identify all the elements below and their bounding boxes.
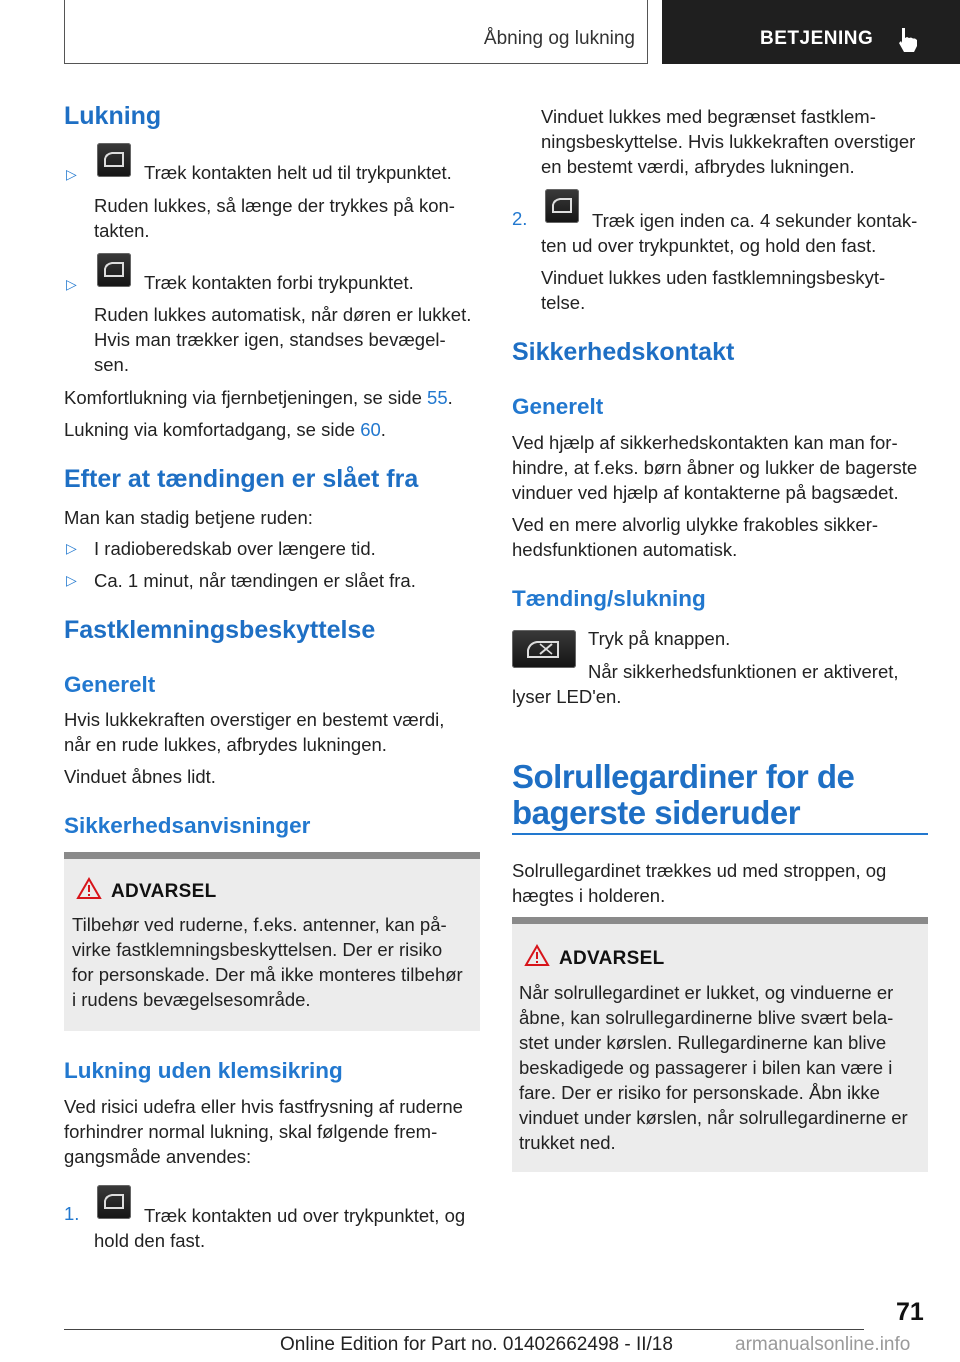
step2-result-line: Vinduet lukkes uden fastklemningsbeskyt- [541, 267, 886, 288]
uden-paragraph-line: gangsmåde anvendes: [64, 1146, 252, 1167]
subheading-lukning-uden: Lukning uden klemsikring [64, 1058, 343, 1083]
efter-intro: Man kan stadig betjene ruden: [64, 507, 313, 528]
subheading-sikkerhedsanvisninger: Sikkerhedsanvisninger [64, 813, 311, 838]
step2-line: Træk igen inden ca. 4 sekunder kontak- [592, 210, 918, 231]
komfortadgang-text: Lukning via komfortadgang, se side 60. [64, 419, 386, 440]
warning-line: vinduet under kørslen, når solrullegardinerne er [519, 1107, 908, 1128]
heading-solrullegardiner: bagerste sideruder [512, 794, 801, 831]
warning-line: for personskade. Der må ikke monteres tilbehør [72, 964, 463, 985]
window-switch-icon [545, 189, 579, 223]
watermark: armanualsonline.info [735, 1334, 911, 1355]
warning-triangle-icon [524, 944, 550, 972]
led-line: lyser LED'en. [512, 686, 622, 707]
solrulle-paragraph-line: Solrullegardinet trækkes ud med stroppen, og [512, 860, 887, 881]
solrulle-paragraph-line: hægtes i holderen. [512, 885, 666, 906]
warning-bar [64, 852, 480, 859]
komfortlukning-text: Komfortlukning via fjernbetjeningen, se side 55. [64, 387, 453, 408]
step1-line: hold den fast. [94, 1230, 206, 1251]
lukning-item2-result-line: Ruden lukkes automatisk, når døren er lukket. [94, 304, 472, 325]
bullet-triangle-icon: ▷ [66, 540, 77, 556]
warning-line: beskadigede og passagerer i bilen kan være i [519, 1057, 893, 1078]
efter-bullet: Ca. 1 minut, når tændingen er slået fra. [94, 570, 416, 591]
warning-line: virke fastklemningsbeskyttelsen. Der er risiko [72, 939, 443, 960]
pointing-hand-icon [896, 26, 920, 54]
bullet-triangle-icon: ▷ [66, 166, 77, 182]
fast-paragraph-line: Hvis lukkekraften overstiger en bestemt værdi, [64, 709, 445, 730]
warning-line: Når solrullegardinet er lukket, og vinduerne er [519, 982, 894, 1003]
child-lock-button-icon [512, 630, 576, 668]
heading-solrullegardiner: Solrullegardiner for de [512, 758, 855, 795]
subheading-generelt: Generelt [512, 394, 604, 419]
sikkerhed-paragraph-line: hindre, at f.eks. børn åbner og lukker de bagerste [512, 457, 918, 478]
step2-line: ten ud over trykpunktet, og hold den fast. [541, 235, 877, 256]
warning-bar [512, 917, 928, 924]
step1-continuation-line: en bestemt værdi, afbrydes lukningen. [541, 156, 855, 177]
heading-fastklemning: Fastklemningsbeskyttelse [64, 616, 376, 644]
heading-rule [512, 833, 928, 835]
step1-continuation-line: Vinduet lukkes med begrænset fastklem- [541, 106, 876, 127]
header-chapter-tab[interactable] [662, 0, 960, 64]
heading-lukning: Lukning [64, 102, 162, 130]
subheading-generelt: Generelt [64, 672, 156, 697]
step-number: 2. [512, 208, 528, 229]
window-switch-icon [97, 1185, 131, 1219]
uden-paragraph-line: forhindrer normal lukning, skal følgende frem- [64, 1121, 438, 1142]
warning-line: i rudens bevægelsesområde. [72, 989, 311, 1010]
warning-title: ADVARSEL [559, 948, 665, 969]
warning-line: fare. Der er risiko for personskade. Åbn ikke [519, 1082, 880, 1103]
footer-rule [64, 1329, 864, 1330]
sikkerhed-paragraph-line: vinduer ved hjælp af kontakterne på bagsædet. [512, 482, 899, 503]
warning-line: stet under kørslen. Rullegardinerne kan blive [519, 1032, 887, 1053]
bullet-triangle-icon: ▷ [66, 276, 77, 292]
sikkerhed-paragraph-line: hedsfunktionen automatisk. [512, 539, 738, 560]
step2-result-line: telse. [541, 292, 586, 313]
page-link[interactable]: 60 [360, 419, 381, 440]
footer-edition: Online Edition for Part no. 01402662498 - II/18 [280, 1334, 673, 1355]
step-number: 1. [64, 1203, 80, 1224]
warning-line: åbne, kan solrullegardinerne blive svært bela- [519, 1007, 894, 1028]
fast-paragraph-line: Vinduet åbnes lidt. [64, 766, 216, 787]
page-number: 71 [896, 1298, 924, 1326]
sikkerhed-paragraph-line: Ved hjælp af sikkerhedskontakten kan man for- [512, 432, 898, 453]
lukning-item1-result-line: Ruden lukkes, så længe der trykkes på kon- [94, 195, 455, 216]
lukning-item2-text: Træk kontakten forbi trykpunktet. [144, 272, 414, 293]
step1-line: Træk kontakten ud over trykpunktet, og [144, 1205, 466, 1226]
warning-box [512, 924, 928, 1172]
bullet-triangle-icon: ▷ [66, 572, 77, 588]
fast-paragraph-line: når en rude lukkes, afbrydes lukningen. [64, 734, 387, 755]
sikkerhed-paragraph-line: Ved en mere alvorlig ulykke frakobles sikker- [512, 514, 879, 535]
lukning-item2-result-line: sen. [94, 354, 129, 375]
lukning-item1-result-line: takten. [94, 220, 150, 241]
efter-bullet: I radioberedskab over længere tid. [94, 538, 376, 559]
uden-paragraph-line: Ved risici udefra eller hvis fastfrysning af ruderne [64, 1096, 463, 1117]
window-switch-icon [97, 143, 131, 177]
warning-line: trukket ned. [519, 1132, 616, 1153]
lukning-item1-text: Træk kontakten helt ud til trykpunktet. [144, 162, 452, 183]
heading-efter: Efter at tændingen er slået fra [64, 465, 419, 493]
tryk-text: Tryk på knappen. [588, 628, 731, 649]
lukning-item2-result-line: Hvis man trækker igen, standses bevægel- [94, 329, 446, 350]
page-link[interactable]: 55 [427, 387, 448, 408]
chapter-tab-label: BETJENING [760, 28, 874, 49]
led-line: Når sikkerhedsfunktionen er aktiveret, [588, 661, 899, 682]
warning-line: Tilbehør ved ruderne, f.eks. antenner, kan på- [72, 914, 447, 935]
warning-box [64, 859, 480, 1031]
warning-title: ADVARSEL [111, 881, 217, 902]
header-section-title: Åbning og lukning [483, 28, 635, 49]
heading-sikkerhedskontakt: Sikkerhedskontakt [512, 338, 735, 366]
warning-triangle-icon [76, 877, 102, 905]
subheading-taending: Tænding/slukning [512, 586, 706, 611]
step1-continuation-line: ningsbeskyttelse. Hvis lukkekraften overstiger [541, 131, 916, 152]
window-switch-icon [97, 253, 131, 287]
